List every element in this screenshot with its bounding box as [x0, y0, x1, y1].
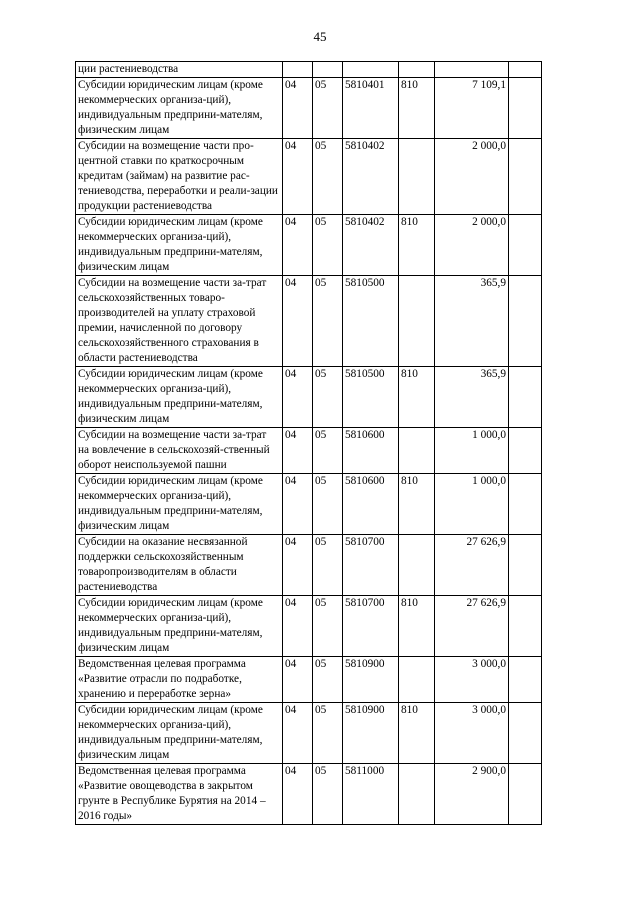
row-section-code: 04 [283, 535, 313, 596]
row-target-article-code: 5810402 [343, 139, 399, 215]
row-extra-cell [509, 367, 542, 428]
row-amount: 2 000,0 [435, 215, 509, 276]
row-target-article-code: 5810900 [343, 657, 399, 703]
row-subsection-code: 05 [313, 367, 343, 428]
row-amount: 2 900,0 [435, 764, 509, 825]
row-section-code: 04 [283, 764, 313, 825]
row-amount: 27 626,9 [435, 596, 509, 657]
row-subsection-code: 05 [313, 139, 343, 215]
row-amount: 365,9 [435, 276, 509, 367]
row-target-article-code: 5810402 [343, 215, 399, 276]
row-section-code: 04 [283, 703, 313, 764]
table-row [76, 367, 542, 428]
row-subsection-code: 05 [313, 764, 343, 825]
row-section-code: 04 [283, 367, 313, 428]
row-target-article-code: 5810600 [343, 428, 399, 474]
table-row [76, 657, 542, 703]
row-subsection-code: 05 [313, 474, 343, 535]
row-amount: 1 000,0 [435, 474, 509, 535]
row-expense-type-code: 810 [399, 367, 435, 428]
table-body [76, 62, 542, 825]
row-subsection-code: 05 [313, 428, 343, 474]
row-expense-type-code [399, 276, 435, 367]
row-target-article-code: 5811000 [343, 764, 399, 825]
row-amount [435, 62, 509, 78]
row-expense-type-code: 810 [399, 215, 435, 276]
row-section-code: 04 [283, 78, 313, 139]
row-target-article-code: 5810700 [343, 596, 399, 657]
row-section-code: 04 [283, 596, 313, 657]
budget-table [75, 61, 542, 825]
row-extra-cell [509, 428, 542, 474]
row-name: Субсидии юридическим лицам (кроме некоммерческих организа-ций), индивидуальным предприни-мателям, физическим лицам [76, 703, 283, 764]
row-extra-cell [509, 596, 542, 657]
row-subsection-code: 05 [313, 657, 343, 703]
row-expense-type-code [399, 764, 435, 825]
table-row [76, 596, 542, 657]
row-amount: 3 000,0 [435, 657, 509, 703]
row-expense-type-code [399, 62, 435, 78]
table-row [76, 535, 542, 596]
row-expense-type-code: 810 [399, 78, 435, 139]
row-amount: 1 000,0 [435, 428, 509, 474]
table-row [76, 62, 542, 78]
row-section-code: 04 [283, 474, 313, 535]
row-target-article-code: 5810900 [343, 703, 399, 764]
row-extra-cell [509, 78, 542, 139]
row-extra-cell [509, 139, 542, 215]
row-name: Субсидии на возмещение части за-трат сельскохозяйственных товаро-производителей на уплату страховой премии, начисленной по договору сельскохозяйственного страхования в области растениеводства [76, 276, 283, 367]
page-number: 45 [313, 29, 327, 44]
row-subsection-code: 05 [313, 703, 343, 764]
row-amount: 7 109,1 [435, 78, 509, 139]
row-name: Субсидии юридическим лицам (кроме некоммерческих организа-ций), индивидуальным предприни-мателям, физическим лицам [76, 596, 283, 657]
row-section-code: 04 [283, 428, 313, 474]
row-expense-type-code: 810 [399, 474, 435, 535]
row-subsection-code: 05 [313, 596, 343, 657]
row-target-article-code: 5810500 [343, 367, 399, 428]
row-name: Субсидии юридическим лицам (кроме некоммерческих организа-ций), индивидуальным предприни-мателям, физическим лицам [76, 215, 283, 276]
row-amount: 365,9 [435, 367, 509, 428]
row-name: Субсидии юридическим лицам (кроме некоммерческих организа-ций), индивидуальным предприни-мателям, физическим лицам [76, 474, 283, 535]
row-name: Субсидии на оказание несвязанной поддержки сельскохозяйственным товаропроизводителям в области растениеводства [76, 535, 283, 596]
row-section-code: 04 [283, 657, 313, 703]
row-extra-cell [509, 276, 542, 367]
table-row [76, 78, 542, 139]
row-subsection-code [313, 62, 343, 78]
row-amount: 27 626,9 [435, 535, 509, 596]
row-expense-type-code [399, 428, 435, 474]
table-row [76, 764, 542, 825]
row-extra-cell [509, 474, 542, 535]
row-expense-type-code: 810 [399, 596, 435, 657]
row-name: Субсидии на возмещение части про-центной ставки по краткосрочным кредитам (займам) на развитие рас-тениеводства, переработки и реали-зации продукции растениеводства [76, 139, 283, 215]
row-target-article-code: 5810500 [343, 276, 399, 367]
row-subsection-code: 05 [313, 276, 343, 367]
row-section-code: 04 [283, 276, 313, 367]
row-name: Субсидии юридическим лицам (кроме некоммерческих организа-ций), индивидуальным предприни-мателям, физическим лицам [76, 367, 283, 428]
row-subsection-code: 05 [313, 535, 343, 596]
row-extra-cell [509, 703, 542, 764]
row-amount: 3 000,0 [435, 703, 509, 764]
row-amount: 2 000,0 [435, 139, 509, 215]
row-section-code [283, 62, 313, 78]
row-name: Субсидии на возмещение части за-трат на вовлечение в сельскохозяй-ственный оборот неиспользуемой пашни [76, 428, 283, 474]
row-extra-cell [509, 215, 542, 276]
table-row [76, 215, 542, 276]
row-subsection-code: 05 [313, 78, 343, 139]
row-extra-cell [509, 62, 542, 78]
row-target-article-code: 5810401 [343, 78, 399, 139]
row-name: Ведомственная целевая программа «Развитие отрасли по подработке, хранению и переработке зерна» [76, 657, 283, 703]
row-extra-cell [509, 657, 542, 703]
table-row [76, 139, 542, 215]
row-name: ции растениеводства [76, 62, 283, 78]
row-target-article-code: 5810700 [343, 535, 399, 596]
row-subsection-code: 05 [313, 215, 343, 276]
table-row [76, 474, 542, 535]
table-row [76, 276, 542, 367]
table-row [76, 428, 542, 474]
row-expense-type-code [399, 139, 435, 215]
row-target-article-code [343, 62, 399, 78]
row-extra-cell [509, 764, 542, 825]
row-name: Субсидии юридическим лицам (кроме некоммерческих организа-ций), индивидуальным предприни-мателям, физическим лицам [76, 78, 283, 139]
row-extra-cell [509, 535, 542, 596]
row-section-code: 04 [283, 215, 313, 276]
row-section-code: 04 [283, 139, 313, 215]
row-expense-type-code [399, 657, 435, 703]
row-target-article-code: 5810600 [343, 474, 399, 535]
row-expense-type-code: 810 [399, 703, 435, 764]
table-row [76, 703, 542, 764]
row-name: Ведомственная целевая программа «Развитие овощеводства в закрытом грунте в Республике Бурятия на 2014 – 2016 годы» [76, 764, 283, 825]
row-expense-type-code [399, 535, 435, 596]
